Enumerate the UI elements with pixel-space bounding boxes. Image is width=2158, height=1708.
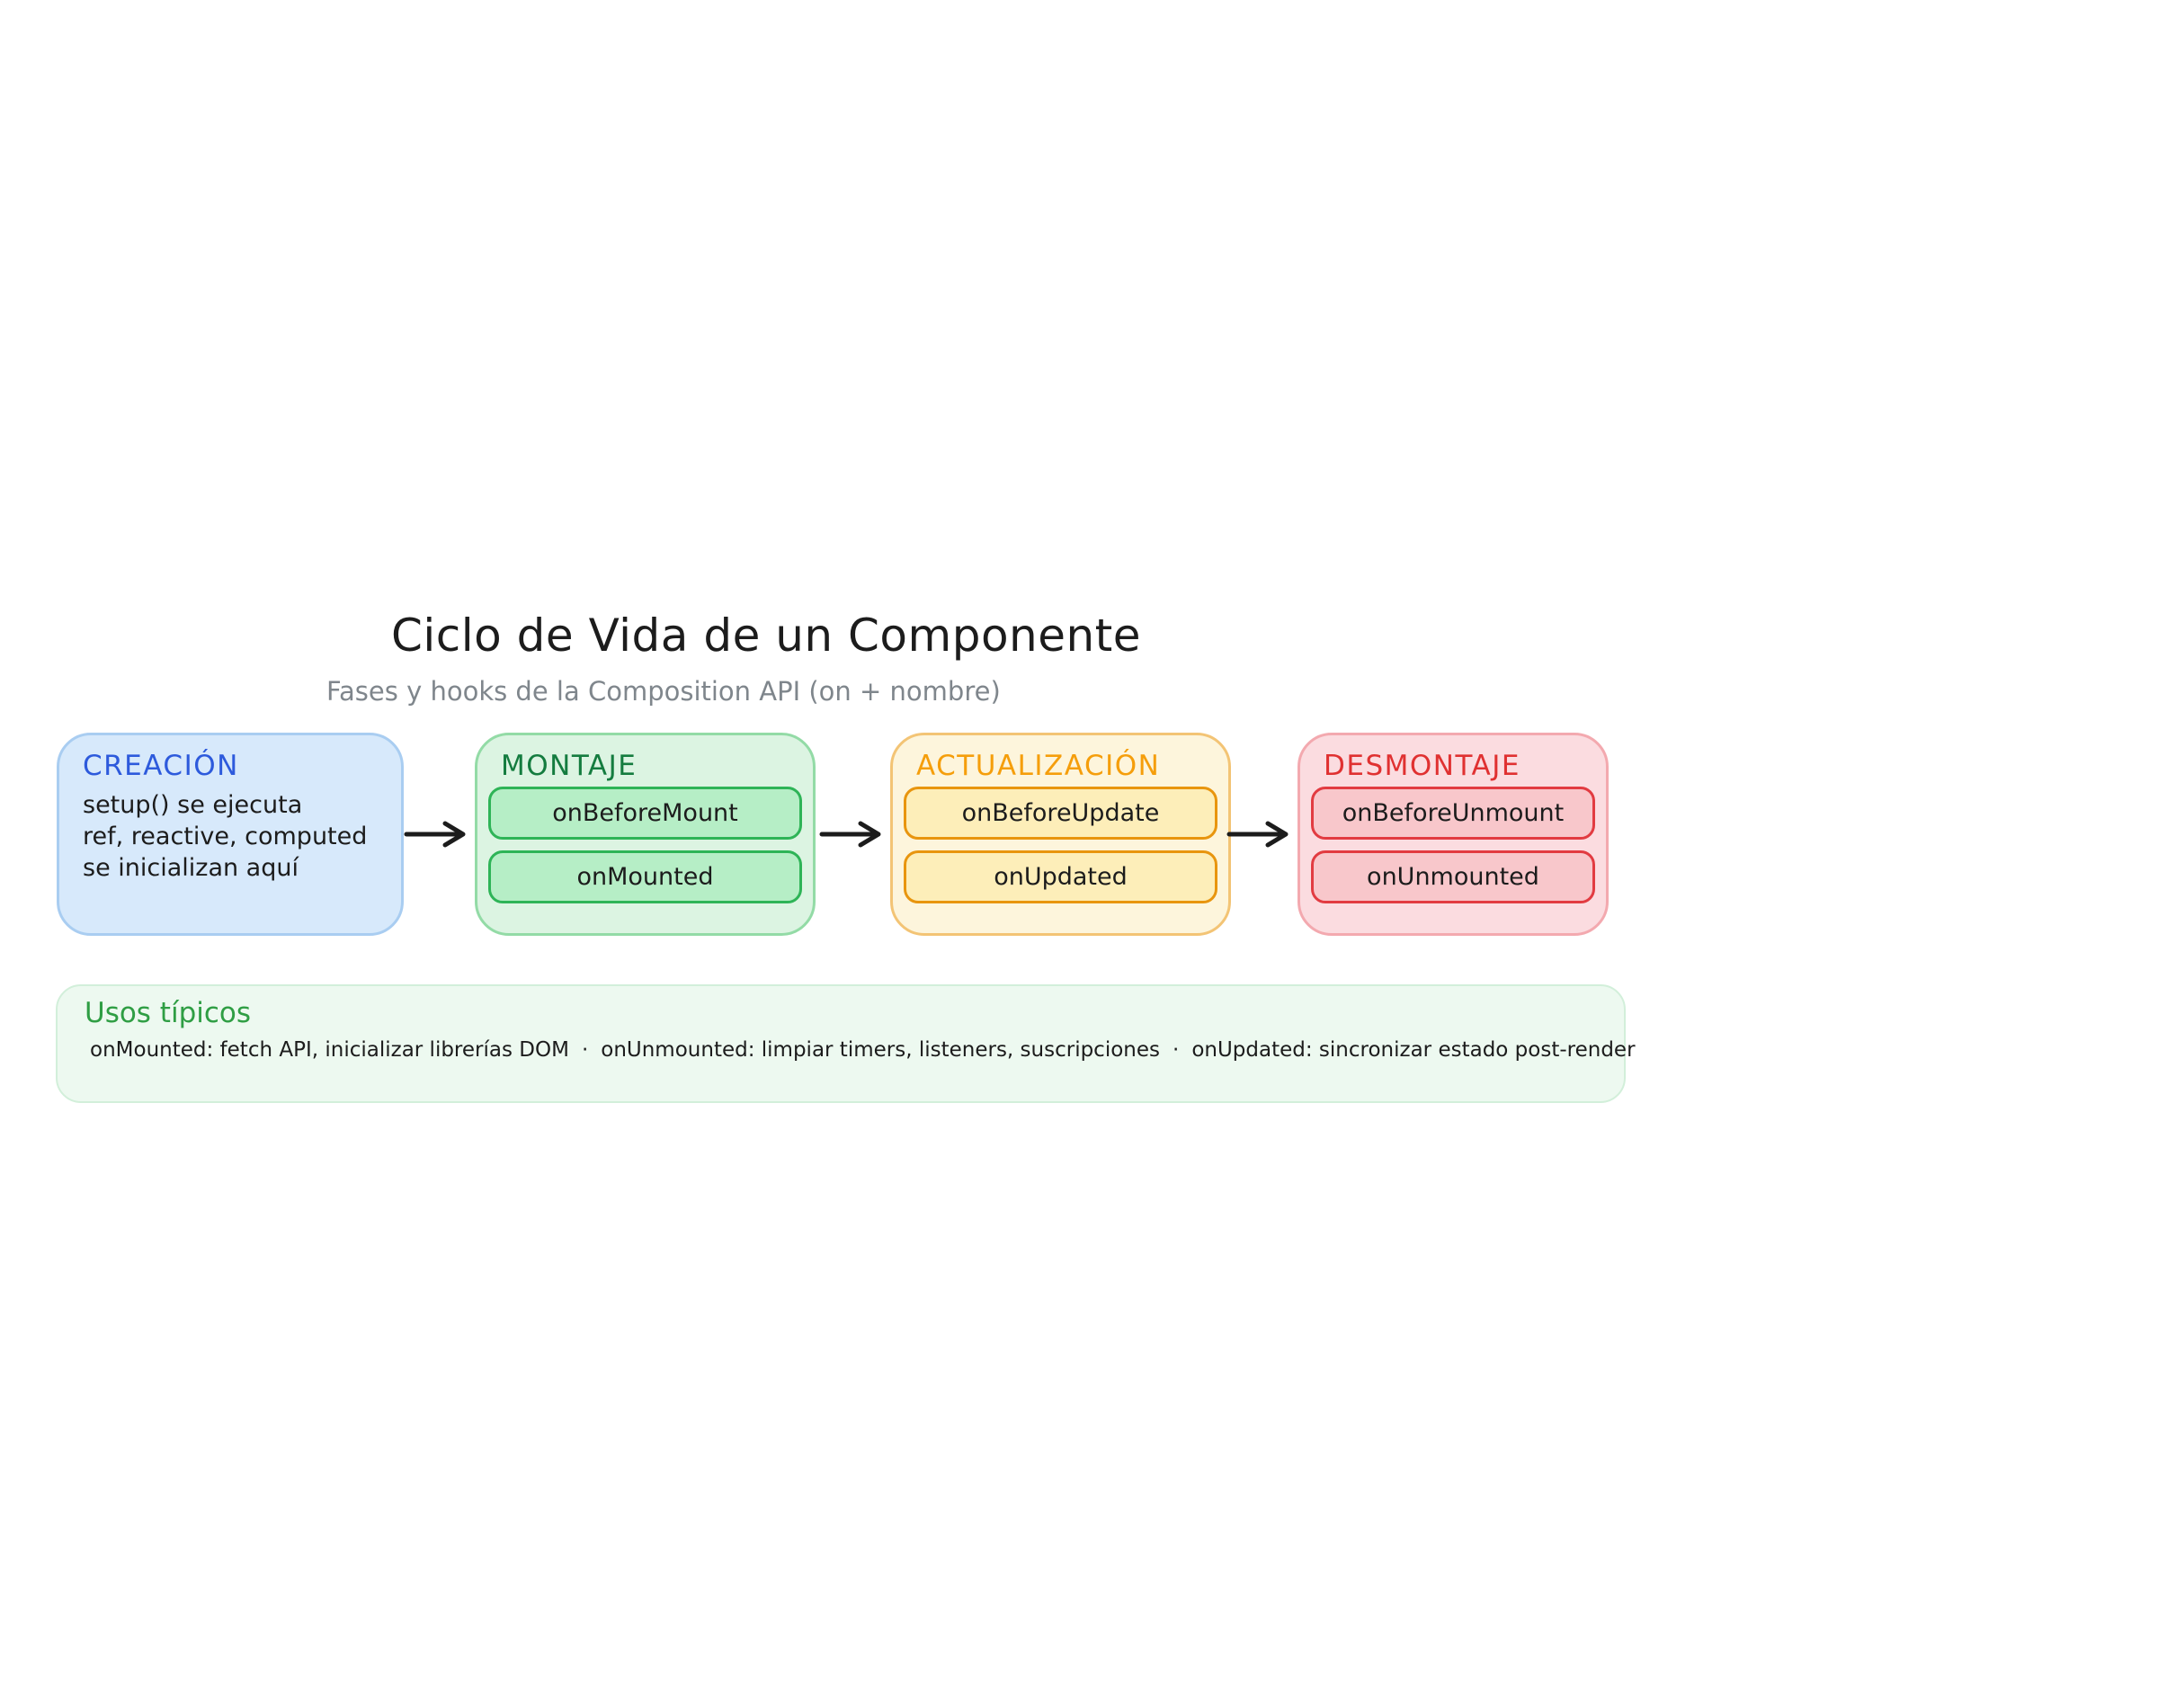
phase-label-actualizacion: ACTUALIZACIÓN xyxy=(916,750,1161,782)
phase-body-line: se inicializan aquí xyxy=(83,854,299,882)
arrow-right-icon xyxy=(819,820,887,849)
arrow-right-icon xyxy=(404,820,472,849)
hook-pill-onbeforemount: onBeforeMount xyxy=(488,787,802,840)
phase-box-montaje xyxy=(475,733,816,936)
usage-item: onUnmounted: limpiar timers, listeners, suscripciones xyxy=(601,1038,1161,1062)
diagram-subtitle: Fases y hooks de la Composition API (on + nombre) xyxy=(326,676,1001,707)
phase-body-line: ref, reactive, computed xyxy=(83,823,368,850)
arrow-right-icon xyxy=(1226,820,1295,849)
usage-separator: · xyxy=(581,1038,589,1062)
usage-item: onUpdated: sincronizar estado post-render xyxy=(1191,1038,1636,1062)
usage-items-line xyxy=(90,1038,1636,1062)
usage-panel-title: Usos típicos xyxy=(85,997,252,1029)
diagram-title: Ciclo de Vida de un Componente xyxy=(391,609,1142,662)
phase-box-actualizacion xyxy=(890,733,1231,936)
hook-pill-onunmounted: onUnmounted xyxy=(1311,850,1595,903)
usage-separator: · xyxy=(1173,1038,1180,1062)
phase-box-creacion xyxy=(57,733,404,936)
phase-label-creacion: CREACIÓN xyxy=(83,750,239,782)
phase-box-desmontaje xyxy=(1297,733,1609,936)
hook-pill-onmounted: onMounted xyxy=(488,850,802,903)
hook-pill-onupdated: onUpdated xyxy=(904,850,1217,903)
hook-pill-onbeforeupdate: onBeforeUpdate xyxy=(904,787,1217,840)
hook-pill-onbeforeunmount: onBeforeUnmount xyxy=(1311,787,1595,840)
phase-body-creacion xyxy=(83,789,367,884)
phase-label-desmontaje: DESMONTAJE xyxy=(1324,750,1520,782)
usage-panel xyxy=(56,984,1636,1103)
phase-body-line: setup() se ejecuta xyxy=(83,791,303,819)
usage-item: onMounted: fetch API, inicializar librerías DOM xyxy=(90,1038,569,1062)
phase-label-montaje: MONTAJE xyxy=(501,750,638,782)
